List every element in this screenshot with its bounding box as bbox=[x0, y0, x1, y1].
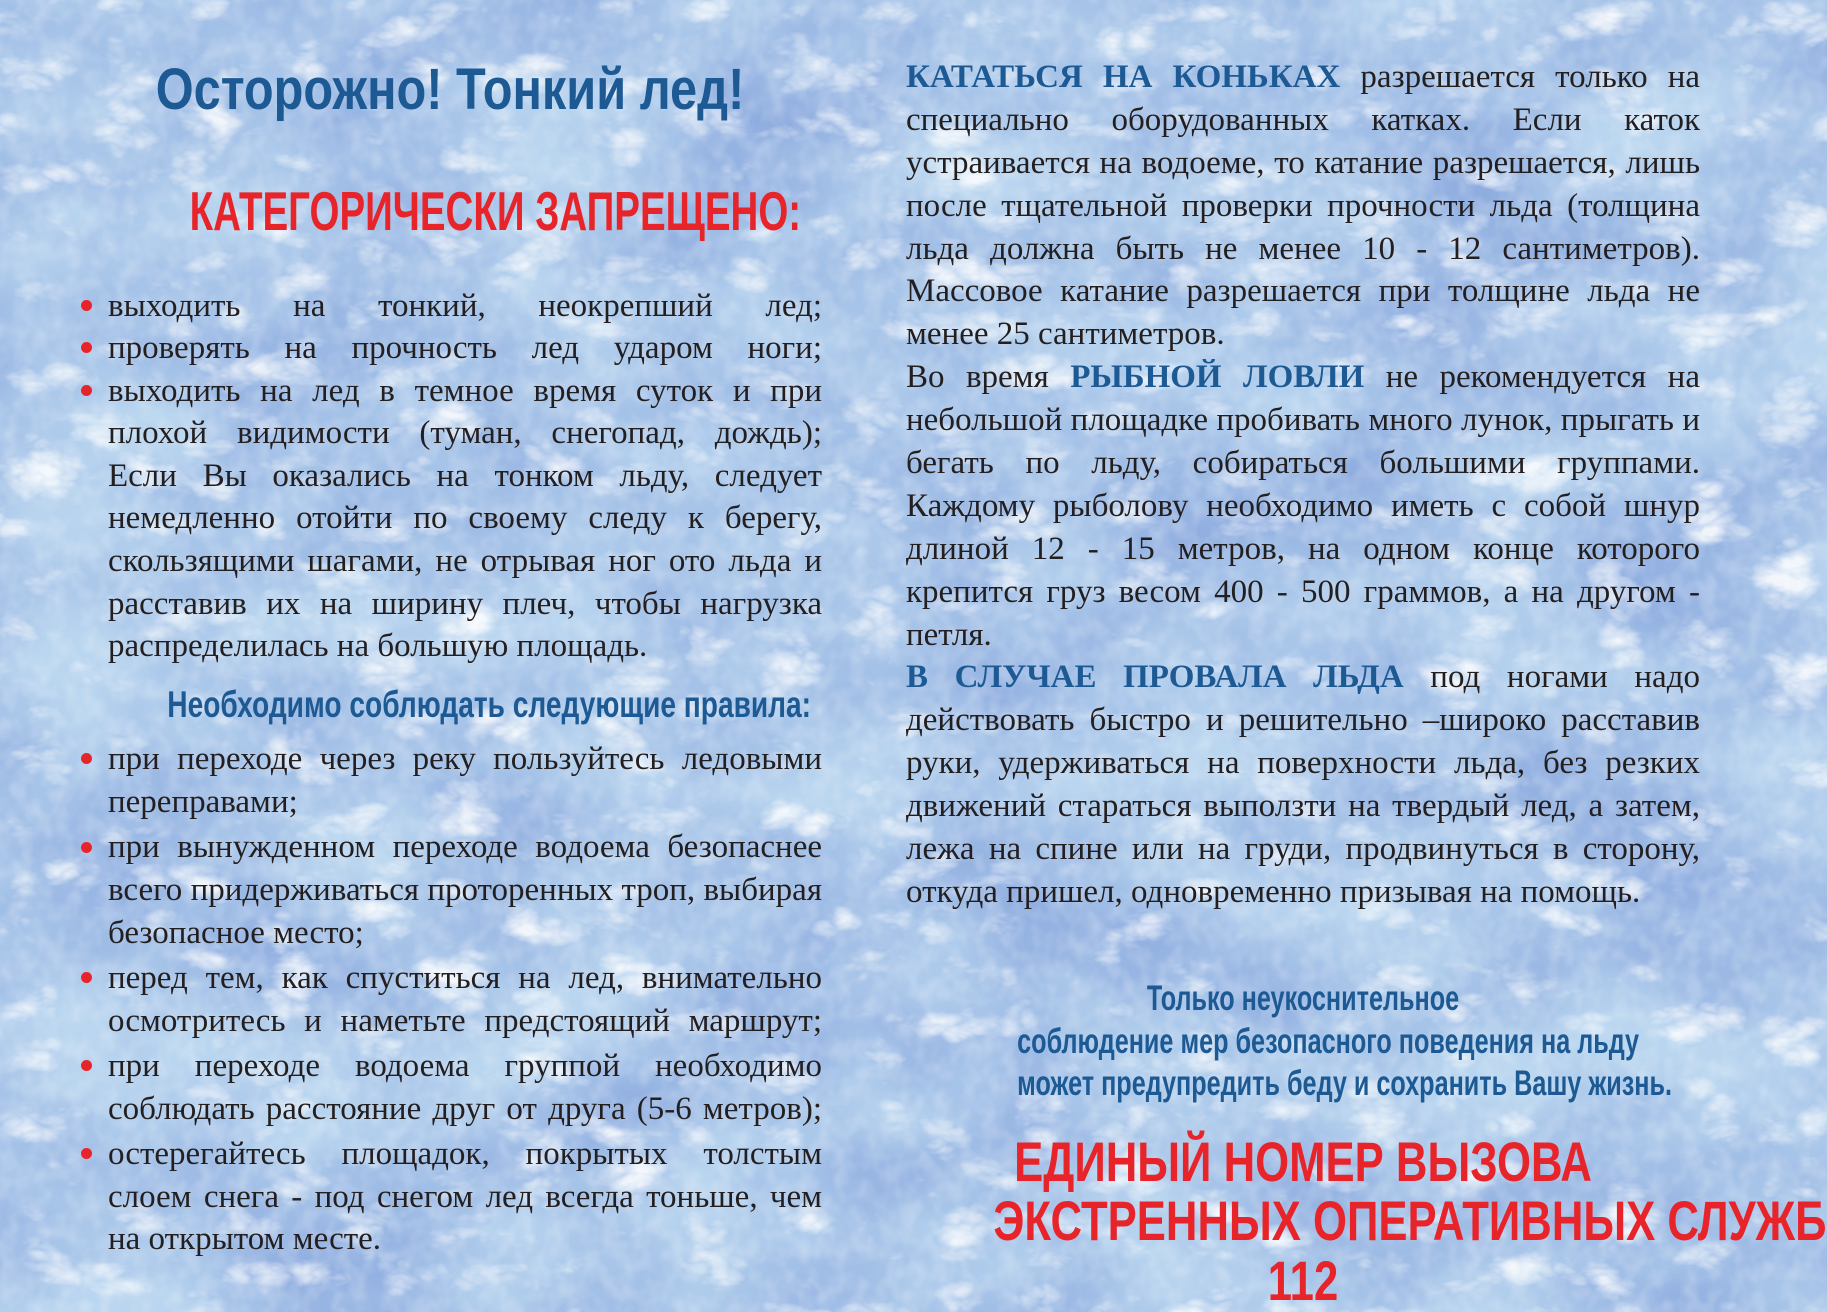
emergency-line-2: ЭКСТРЕННЫХ ОПЕРАТИВНЫХ СЛУЖБ bbox=[993, 1189, 1827, 1253]
paragraph-ice-failure bbox=[906, 656, 1700, 913]
conclusion-line-3: может предупредить беду и сохранить Вашу жизнь. bbox=[1017, 1064, 1672, 1104]
conclusion-line-1: Только неукоснительное bbox=[1146, 978, 1460, 1018]
forbidden-item-3-note: Если Вы оказались на тонком льду, следует немедленно отойти по своему следу к берегу, скользящими шагами, не отрывая ног ото льда и расставив их на ширину плеч, чтобы нагрузка распределилась на большую площадь. bbox=[108, 457, 822, 665]
paragraph-fishing-pre: Во время bbox=[906, 359, 1071, 396]
rules-item-3-text: перед тем, как спуститься на лед, внимательно осмотритесь и наметьте предстоящий маршрут; bbox=[108, 960, 822, 1039]
left-page bbox=[78, 0, 822, 1276]
forbidden-item-1 bbox=[78, 285, 822, 328]
paragraph-fishing-text: не рекомендуется на небольшой площадке пробивать много лунок, прыгать и бегать по льду, собираться большими группами. Каждому рыболову необходимо иметь с собой шнур длиной 12 - 15 метров, на одном конце которого крепится груз весом 400 - 500 граммов, а на другом - петля. bbox=[906, 359, 1700, 653]
paragraph-fishing bbox=[906, 356, 1700, 656]
rules-item-5-text: остерегайтесь площадок, покрытых толстым слоем снега - под снегом лед всегда тоньше, чем на открытом месте. bbox=[108, 1136, 822, 1258]
forbidden-heading: КАТЕГОРИЧЕСКИ ЗАПРЕЩЕНО: bbox=[189, 179, 802, 242]
forbidden-item-2 bbox=[78, 327, 822, 370]
rules-item-4-text: при переходе водоема группой необходимо соблюдать расстояние друг от друга (5-6 метров); bbox=[108, 1048, 822, 1127]
forbidden-item-3-text: выходить на лед в темное время суток и при плохой видимости (туман, снегопад, дождь); bbox=[108, 372, 822, 452]
rules-item-1-text: при переходе через реку пользуйтесь ледовыми переправами; bbox=[108, 741, 822, 820]
paragraph-ice-failure-lead: В СЛУЧАЕ ПРОВАЛА ЛЬДА bbox=[906, 659, 1404, 696]
emergency-number-block bbox=[993, 1129, 1827, 1312]
rules-item-3 bbox=[78, 957, 822, 1042]
rules-list bbox=[78, 738, 822, 1261]
emergency-number: 112 bbox=[1267, 1248, 1339, 1312]
paragraph-skating-lead: КАТАТЬСЯ НА КОНЬКАХ bbox=[906, 59, 1341, 95]
page-title: Осторожно! Тонкий лед! bbox=[155, 57, 745, 122]
conclusion-statement bbox=[1017, 978, 1672, 1106]
paragraph-ice-failure-text: под ногами надо действовать быстро и решительно –широко расставив руки, удерживаться на поверхности льда, без резких движений стараться выползти на твердый лед, а затем, лежа на спине или на груди, продвинуться в сторону, откуда пришел, одновременно призывая на помощь. bbox=[906, 659, 1700, 910]
rules-item-1 bbox=[78, 738, 822, 823]
forbidden-item-3 bbox=[78, 370, 822, 668]
paragraph-fishing-lead: РЫБНОЙ ЛОВЛИ bbox=[1070, 359, 1365, 396]
rules-item-5 bbox=[78, 1133, 822, 1261]
rules-item-4 bbox=[78, 1045, 822, 1130]
rules-item-2-text: при вынужденном переходе водоема безопаснее всего придерживаться проторенных троп, выбирая безопасное место; bbox=[108, 829, 822, 951]
rules-item-2 bbox=[78, 826, 822, 954]
forbidden-item-2-text: проверять на прочность лед ударом ноги; bbox=[108, 330, 822, 367]
forbidden-item-1-text: выходить на тонкий, неокрепший лед; bbox=[108, 287, 822, 324]
conclusion-line-2: соблюдение мер безопасного поведения на льду bbox=[1017, 1021, 1640, 1061]
rules-heading: Необходимо соблюдать следующие правила: bbox=[167, 683, 812, 725]
paragraph-skating-text: разрешается только на специально оборудованных катках. Если каток устраивается на водоеме, то катание разрешается, лишь после тщательной проверки прочности льда (толщина льда должна быть не менее 10 - 12 сантиметров). Массовое катание разрешается при толщине льда не менее 25 сантиметров. bbox=[906, 59, 1700, 353]
emergency-line-1: ЕДИНЫЙ НОМЕР ВЫЗОВА bbox=[1014, 1129, 1592, 1193]
right-page bbox=[906, 0, 1827, 1312]
paragraph-skating bbox=[906, 56, 1700, 356]
forbidden-list bbox=[78, 285, 822, 668]
